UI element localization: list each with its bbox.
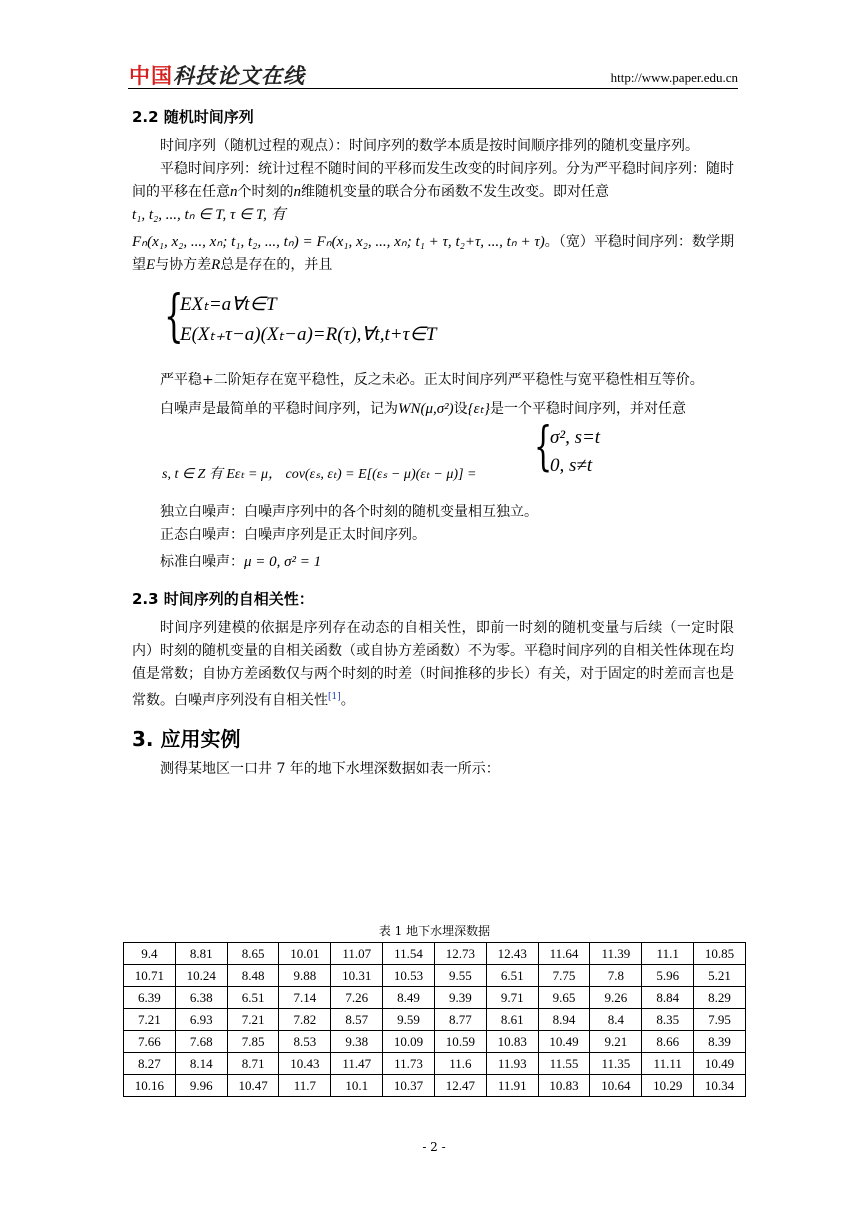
table-cell: 9.65 bbox=[538, 987, 590, 1009]
table-cell: 8.71 bbox=[227, 1053, 279, 1075]
table-cell: 9.88 bbox=[279, 965, 331, 987]
mean-formula: s, t ∈ Z 有 Eεₜ = μ， bbox=[162, 467, 282, 482]
table-cell: 11.47 bbox=[331, 1053, 383, 1075]
table-cell: 11.7 bbox=[279, 1075, 331, 1097]
groundwater-table bbox=[123, 942, 746, 1097]
white-noise-text-c: 是一个平稳时间序列，并对任意 bbox=[490, 401, 687, 417]
table-cell: 9.96 bbox=[175, 1075, 227, 1097]
table-cell: 8.4 bbox=[590, 1009, 642, 1031]
white-noise-text-a: 白噪声是最简单的平稳时间序列，记为 bbox=[160, 401, 398, 417]
white-noise-cov-formula bbox=[162, 463, 476, 483]
standard-noise-formula: μ = 0, σ² = 1 bbox=[244, 554, 322, 570]
table-cell: 10.34 bbox=[694, 1075, 746, 1097]
paragraph-time-series: 时间序列（随机过程的观点）：时间序列的数学本质是按时间顺序排列的随机变量序列。 bbox=[160, 138, 699, 154]
case-equal: σ², s=t bbox=[550, 427, 601, 448]
table-cell: 11.1 bbox=[642, 943, 694, 965]
table-cell: 7.95 bbox=[694, 1009, 746, 1031]
section-2-2-title: 2.2 随机时间序列 bbox=[132, 108, 254, 126]
table-cell: 8.49 bbox=[383, 987, 435, 1009]
table-cell: 11.11 bbox=[642, 1053, 694, 1075]
table-cell: 8.35 bbox=[642, 1009, 694, 1031]
table-cell: 9.4 bbox=[124, 943, 176, 965]
table-cell: 9.21 bbox=[590, 1031, 642, 1053]
paragraph-strict-wide: 严平稳+二阶矩存在宽平稳性，反之未必。正太时间序列严平稳性与宽平稳性相互等价。 bbox=[160, 372, 704, 388]
paragraph-distribution bbox=[132, 231, 734, 277]
table-cell: 9.71 bbox=[486, 987, 538, 1009]
table-cell: 10.59 bbox=[434, 1031, 486, 1053]
table-cell: 5.21 bbox=[694, 965, 746, 987]
wide-text-b: 与协方差 bbox=[155, 257, 212, 273]
var-E: E bbox=[146, 257, 156, 273]
table-cell: 10.43 bbox=[279, 1053, 331, 1075]
section-3-title: 3. 应用实例 bbox=[132, 726, 241, 751]
table-cell: 11.54 bbox=[383, 943, 435, 965]
table-cell: 11.55 bbox=[538, 1053, 590, 1075]
table-cell: 12.47 bbox=[434, 1075, 486, 1097]
table-cell: 10.83 bbox=[538, 1075, 590, 1097]
table-row bbox=[124, 1075, 746, 1097]
epsilon-sequence: {εₜ} bbox=[467, 401, 491, 417]
table-row bbox=[124, 965, 746, 987]
table-cell: 10.24 bbox=[175, 965, 227, 987]
wide-text-c: 总是存在的，并且 bbox=[220, 257, 333, 273]
standard-noise-text: 标准白噪声： bbox=[160, 554, 244, 570]
table-cell: 9.26 bbox=[590, 987, 642, 1009]
site-logo[interactable] bbox=[129, 60, 305, 86]
table-cell: 8.14 bbox=[175, 1053, 227, 1075]
table-cell: 11.73 bbox=[383, 1053, 435, 1075]
equation-system-wide-stationary bbox=[132, 284, 734, 357]
table-cell: 11.07 bbox=[331, 943, 383, 965]
table-cell: 5.96 bbox=[642, 965, 694, 987]
table-cell: 11.91 bbox=[486, 1075, 538, 1097]
table-row bbox=[124, 1053, 746, 1075]
header-rule bbox=[128, 88, 738, 89]
white-noise-equation bbox=[132, 417, 734, 501]
page-number: - 2 - bbox=[422, 1140, 446, 1154]
paragraph-example: 测得某地区一口井 7 年的地下水埋深数据如表一所示： bbox=[160, 760, 500, 777]
groundwater-table-body bbox=[124, 943, 746, 1097]
table-cell: 10.49 bbox=[694, 1053, 746, 1075]
logo-red-text: 中国 bbox=[129, 64, 173, 88]
table-row bbox=[124, 943, 746, 965]
table-caption: 表 1 地下水埋深数据 bbox=[378, 924, 491, 938]
autocorrelation-end: 。 bbox=[340, 692, 355, 709]
table-cell: 11.6 bbox=[434, 1053, 486, 1075]
table-cell: 8.94 bbox=[538, 1009, 590, 1031]
table-cell: 10.71 bbox=[124, 965, 176, 987]
table-cell: 10.37 bbox=[383, 1075, 435, 1097]
table-cell: 7.82 bbox=[279, 1009, 331, 1031]
table-cell: 6.51 bbox=[486, 965, 538, 987]
var-n-2: n bbox=[293, 184, 301, 200]
table-cell: 7.21 bbox=[227, 1009, 279, 1031]
case-brace-symbol: { bbox=[534, 417, 553, 477]
table-cell: 9.55 bbox=[434, 965, 486, 987]
table-cell: 7.75 bbox=[538, 965, 590, 987]
stationary-text-a: 平稳时间序列：统计过程不随时间的平移而发生改变的时间序列。分为严平稳时间序列：随时间的平移在任意 bbox=[132, 161, 734, 200]
table-cell: 6.93 bbox=[175, 1009, 227, 1031]
equation-covariance: E(Xₜ₊τ−a)(Xₜ−a)=R(τ),∀t,t+τ∈T bbox=[180, 324, 437, 345]
table-cell: 9.39 bbox=[434, 987, 486, 1009]
page-content bbox=[132, 100, 734, 781]
table-cell: 7.68 bbox=[175, 1031, 227, 1053]
table-cell: 10.29 bbox=[642, 1075, 694, 1097]
table-cell: 11.35 bbox=[590, 1053, 642, 1075]
table-cell: 10.53 bbox=[383, 965, 435, 987]
wide-text-a: 。（宽）平稳时间序列：数学期望 bbox=[132, 234, 735, 273]
white-noise-text-b: 设 bbox=[453, 401, 468, 417]
table-cell: 7.85 bbox=[227, 1031, 279, 1053]
paragraph-independent-noise: 独立白噪声：白噪声序列中的各个时刻的随机变量相互独立。 bbox=[160, 504, 538, 520]
table-cell: 6.51 bbox=[227, 987, 279, 1009]
table-cell: 6.39 bbox=[124, 987, 176, 1009]
table-cell: 10.85 bbox=[694, 943, 746, 965]
table-cell: 11.39 bbox=[590, 943, 642, 965]
table-cell: 9.38 bbox=[331, 1031, 383, 1053]
case-not-equal: 0, s≠t bbox=[550, 455, 593, 476]
table-cell: 10.49 bbox=[538, 1031, 590, 1053]
var-R: R bbox=[211, 257, 221, 273]
stationary-text-c: 维随机变量的联合分布函数不发生改变。即对任意 bbox=[301, 184, 609, 200]
var-n-1: n bbox=[230, 184, 238, 200]
distribution-formula: Fₙ(x₁, x₂, ..., xₙ; t₁, t₂, ..., tₙ) = Fₙ(x₁, x₂, ..., xₙ; t₁ + τ, t₂+τ, ..., tₙ + τ) bbox=[132, 234, 545, 250]
condition-formula: t₁, t₂, ..., tₙ ∈ T, τ ∈ T, 有 bbox=[132, 207, 286, 223]
paragraph-normal-noise: 正态白噪声：白噪声序列是正太时间序列。 bbox=[160, 527, 426, 543]
table-cell: 10.47 bbox=[227, 1075, 279, 1097]
table-cell: 8.39 bbox=[694, 1031, 746, 1053]
table-cell: 7.8 bbox=[590, 965, 642, 987]
section-2-3-title: 2.3 时间序列的自相关性： bbox=[132, 590, 314, 608]
table-cell: 8.48 bbox=[227, 965, 279, 987]
cov-formula: cov(εₛ, εₜ) = E[(εₛ − μ)(εₜ − μ)] = bbox=[285, 467, 477, 482]
table-row bbox=[124, 1009, 746, 1031]
table-cell: 12.73 bbox=[434, 943, 486, 965]
table-cell: 10.09 bbox=[383, 1031, 435, 1053]
table-cell: 10.01 bbox=[279, 943, 331, 965]
table-cell: 7.66 bbox=[124, 1031, 176, 1053]
paragraph-standard-noise bbox=[132, 551, 734, 574]
stationary-text-b: 个时刻的 bbox=[237, 184, 294, 200]
paragraph-white-noise bbox=[132, 398, 734, 421]
table-cell: 9.59 bbox=[383, 1009, 435, 1031]
logo-black-text: 科技论文在线 bbox=[173, 64, 305, 88]
table-cell: 7.26 bbox=[331, 987, 383, 1009]
table-cell: 8.84 bbox=[642, 987, 694, 1009]
paragraph-autocorrelation bbox=[132, 617, 734, 713]
citation-link[interactable]: [1] bbox=[328, 692, 341, 702]
table-cell: 11.93 bbox=[486, 1053, 538, 1075]
table-cell: 8.61 bbox=[486, 1009, 538, 1031]
table-cell: 8.77 bbox=[434, 1009, 486, 1031]
left-brace-symbol: { bbox=[164, 284, 184, 349]
table-cell: 6.38 bbox=[175, 987, 227, 1009]
table-cell: 8.57 bbox=[331, 1009, 383, 1031]
wn-notation: WN(μ,σ²) bbox=[398, 401, 454, 417]
table-cell: 10.83 bbox=[486, 1031, 538, 1053]
table-cell: 10.31 bbox=[331, 965, 383, 987]
table-cell: 8.81 bbox=[175, 943, 227, 965]
table-cell: 8.53 bbox=[279, 1031, 331, 1053]
table-cell: 12.43 bbox=[486, 943, 538, 965]
table-row bbox=[124, 987, 746, 1009]
table-cell: 10.1 bbox=[331, 1075, 383, 1097]
paragraph-stationary bbox=[132, 158, 734, 204]
paragraph-condition bbox=[132, 204, 734, 227]
equation-mean: EXₜ=a∀t∈T bbox=[180, 294, 277, 315]
table-cell: 10.64 bbox=[590, 1075, 642, 1097]
table-cell: 8.65 bbox=[227, 943, 279, 965]
header-url[interactable]: http://www.paper.edu.cn bbox=[610, 70, 738, 85]
table-cell: 8.29 bbox=[694, 987, 746, 1009]
autocorrelation-text: 时间序列建模的依据是序列存在动态的自相关性，即前一时刻的随机变量与后续（一定时限内）时刻的随机变量的自相关函数（或自协方差函数）不为零。平稳时间序列的自相关性体现在均值是常数；自协方差函数仅与两个时刻的时差（时间推移的步长）有关，对于固定的时差而言也是常数。白噪声序列没有自相关性 bbox=[132, 620, 734, 709]
table-cell: 7.21 bbox=[124, 1009, 176, 1031]
table-cell: 10.16 bbox=[124, 1075, 176, 1097]
table-row bbox=[124, 1031, 746, 1053]
table-cell: 11.64 bbox=[538, 943, 590, 965]
table-cell: 8.27 bbox=[124, 1053, 176, 1075]
table-cell: 8.66 bbox=[642, 1031, 694, 1053]
table-cell: 7.14 bbox=[279, 987, 331, 1009]
